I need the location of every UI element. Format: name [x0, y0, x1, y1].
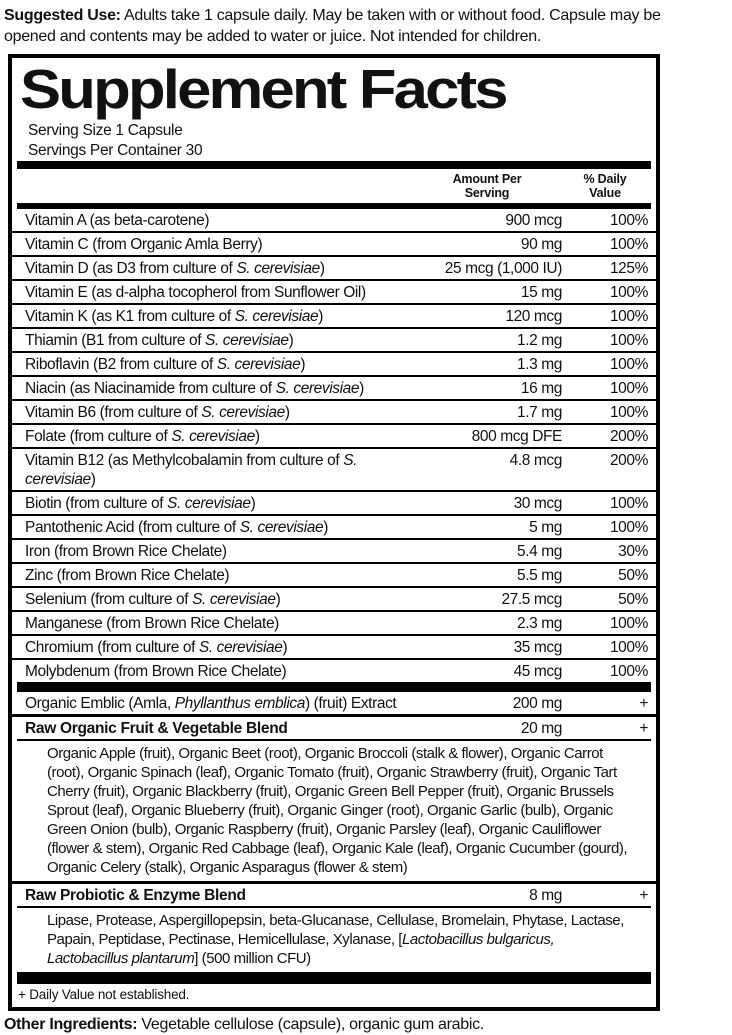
nutrient-daily-value: +: [639, 694, 648, 712]
nutrient-name: Folate (from culture of S. cerevisiae): [25, 427, 260, 445]
nutrient-name: Manganese (from Brown Rice Chelate): [25, 614, 279, 632]
column-header-amount: [412, 172, 562, 200]
divider-thick-top: [17, 161, 651, 169]
nutrient-amount: 35 mcg: [513, 638, 562, 656]
table-row: [12, 658, 656, 682]
suggested-use-text: Adults take 1 capsule daily. May be taken with or without food. Capsule may be opened and contents may be added to water or juice. Not intended for children.: [4, 7, 661, 45]
nutrient-amount: 8 mg: [529, 886, 562, 904]
nutrient-daily-value: 200%: [609, 427, 648, 445]
nutrient-daily-value: 100%: [609, 638, 648, 656]
nutrient-amount: 45 mcg: [513, 662, 562, 680]
nutrient-daily-value: 100%: [609, 614, 648, 632]
nutrient-name: Selenium (from culture of S. cerevisiae): [25, 590, 281, 608]
nutrient-name: Pantothenic Acid (from culture of S. cerevisiae): [25, 518, 329, 536]
nutrient-amount: 1.3 mg: [517, 355, 562, 373]
table-row: [12, 490, 656, 514]
table-row: [12, 423, 656, 447]
nutrient-name: Thiamin (B1 from culture of S. cerevisiae): [25, 331, 294, 349]
other-ingredients-text: Vegetable cellulose (capsule), organic gum arabic.: [137, 1016, 484, 1033]
column-header-daily-value: [562, 172, 648, 200]
nutrient-daily-value: 30%: [618, 542, 648, 560]
nutrient-name: Vitamin B12 (as Methylcobalamin from culture of S. cerevisiae): [25, 451, 358, 488]
suggested-use: [0, 0, 668, 51]
nutrient-amount: 5.5 mg: [517, 566, 562, 584]
table-row: [12, 279, 656, 303]
nutrient-daily-value: 100%: [609, 518, 648, 536]
nutrient-name: Organic Emblic (Amla, Phyllanthus emblica) (fruit) Extract: [25, 694, 397, 712]
nutrient-name: Raw Probiotic & Enzyme Blend: [25, 886, 246, 904]
panel-title: Supplement Facts: [20, 58, 506, 120]
nutrient-name: Molybdenum (from Brown Rice Chelate): [25, 662, 287, 680]
nutrient-amount: 90 mg: [520, 235, 562, 253]
nutrient-amount: 800 mcg DFE: [471, 427, 562, 445]
nutrient-amount: 900 mcg: [505, 211, 562, 229]
table-row: [12, 586, 656, 610]
nutrient-daily-value: 100%: [609, 403, 648, 421]
nutrient-amount: 1.2 mg: [517, 331, 562, 349]
divider-thick-bottom: [17, 972, 651, 984]
nutrient-amount: 1.7 mg: [517, 403, 562, 421]
nutrient-amount: 20 mg: [520, 719, 562, 737]
table-row: [12, 562, 656, 586]
nutrient-amount: 5 mg: [529, 518, 562, 536]
nutrient-name: Vitamin B6 (from culture of S. cerevisiae): [25, 403, 290, 421]
nutrient-amount: 15 mg: [520, 283, 562, 301]
nutrient-name: Vitamin K (as K1 from culture of S. cerevisiae): [25, 307, 323, 325]
nutrient-name: Zinc (from Brown Rice Chelate): [25, 566, 230, 584]
table-row: [12, 399, 656, 423]
table-row: [12, 884, 656, 906]
blend-ingredients: Lipase, Protease, Aspergillopepsin, beta-Glucanase, Cellulase, Bromelain, Phytase, Lactase, Papain, Peptidase, Pectinase, Hemicellulase, Xylanase, [Lactobacillus bulgaricus, Lactobacillus plantarum] (500 million CFU): [17, 906, 651, 972]
nutrient-name: Vitamin E (as d-alpha tocopherol from Sunflower Oil): [25, 283, 366, 301]
blend-section: [12, 881, 656, 972]
table-row: [12, 209, 656, 231]
servings-per-container: Servings Per Container 30: [28, 142, 203, 159]
table-row: [12, 375, 656, 399]
other-ingredients: [0, 1011, 668, 1035]
blend-section: [12, 692, 656, 714]
nutrient-amount: 2.3 mg: [517, 614, 562, 632]
nutrient-name: Riboflavin (B2 from culture of S. cerevisiae): [25, 355, 306, 373]
nutrient-daily-value: 100%: [609, 379, 648, 397]
table-row: [12, 351, 656, 375]
column-header-daily-value-label: % Daily Value: [583, 172, 627, 200]
blend-ingredients: Organic Apple (fruit), Organic Beet (root), Organic Broccoli (stalk & flower), Organic Carrot (root), Organic Spinach (leaf), Organic Tomato (fruit), Organic Strawberry (fruit), Organic Tart Cherry (fruit), Organic Blackberry (fruit), Organic Green Bell Pepper (fruit), Organic Brussels Sprout (leaf), Organic Blueberry (fruit), Organic Ginger (root), Organic Garlic (bulb), Organic Green Onion (bulb), Organic Raspberry (fruit), Organic Parsley (leaf), Organic Cauliflower (flower & stem), Organic Red Cabbage (leaf), Organic Kale (leaf), Organic Cucumber (gourd), Organic Celery (stalk), Organic Asparagus (flower & stem): [17, 739, 651, 881]
nutrient-daily-value: 100%: [609, 283, 648, 301]
nutrient-daily-value: 125%: [609, 259, 648, 277]
nutrient-amount: 5.4 mg: [517, 542, 562, 560]
column-header-amount-label: Amount Per Serving: [452, 172, 522, 200]
nutrient-daily-value: 100%: [609, 307, 648, 325]
table-row: [12, 447, 656, 490]
blend-section: [12, 714, 656, 881]
table-row: [12, 327, 656, 351]
other-ingredients-label: Other Ingredients:: [4, 1016, 138, 1033]
table-row: [12, 692, 656, 714]
nutrient-name: Raw Organic Fruit & Vegetable Blend: [25, 719, 288, 737]
nutrient-daily-value: 100%: [609, 662, 648, 680]
nutrient-daily-value: +: [639, 719, 648, 737]
nutrient-daily-value: 200%: [609, 451, 648, 469]
serving-size: Serving Size 1 Capsule: [28, 122, 183, 139]
table-row: [12, 514, 656, 538]
divider-thick-mid: [17, 682, 651, 692]
nutrient-amount: 30 mcg: [513, 494, 562, 512]
daily-value-footnote: + Daily Value not established.: [18, 987, 190, 1002]
nutrient-name: Vitamin A (as beta-carotene): [25, 211, 210, 229]
nutrient-name: Niacin (as Niacinamide from culture of S. cerevisiae): [25, 379, 364, 397]
nutrient-amount: 120 mcg: [505, 307, 562, 325]
nutrient-amount: 25 mcg (1,000 IU): [444, 259, 562, 277]
nutrient-daily-value: 100%: [609, 494, 648, 512]
nutrient-amount: 27.5 mcg: [501, 590, 562, 608]
column-header-spacer: [25, 172, 412, 200]
nutrient-name: Chromium (from culture of S. cerevisiae): [25, 638, 288, 656]
table-row: [12, 610, 656, 634]
nutrient-daily-value: 50%: [618, 566, 648, 584]
table-row: [12, 717, 656, 739]
nutrient-name: Vitamin C (from Organic Amla Berry): [25, 235, 263, 253]
blends-table: [12, 692, 656, 972]
column-headers: [12, 169, 656, 203]
nutrient-daily-value: 100%: [609, 235, 648, 253]
supplement-facts-panel: [8, 54, 660, 1011]
nutrient-daily-value: 100%: [609, 331, 648, 349]
nutrients-table: [12, 209, 656, 682]
table-row: [12, 231, 656, 255]
table-row: [12, 634, 656, 658]
nutrient-daily-value: 100%: [609, 211, 648, 229]
nutrient-amount: 200 mg: [512, 694, 562, 712]
nutrient-daily-value: +: [639, 886, 648, 904]
table-row: [12, 303, 656, 327]
nutrient-name: Biotin (from culture of S. cerevisiae): [25, 494, 256, 512]
nutrient-name: Vitamin D (as D3 from culture of S. cerevisiae): [25, 259, 325, 277]
nutrient-daily-value: 100%: [609, 355, 648, 373]
nutrient-amount: 4.8 mcg: [509, 451, 562, 469]
table-row: [12, 538, 656, 562]
suggested-use-label: Suggested Use:: [4, 7, 121, 24]
nutrient-name: Iron (from Brown Rice Chelate): [25, 542, 227, 560]
nutrient-amount: 16 mg: [520, 379, 562, 397]
table-row: [12, 255, 656, 279]
nutrient-daily-value: 50%: [618, 590, 648, 608]
